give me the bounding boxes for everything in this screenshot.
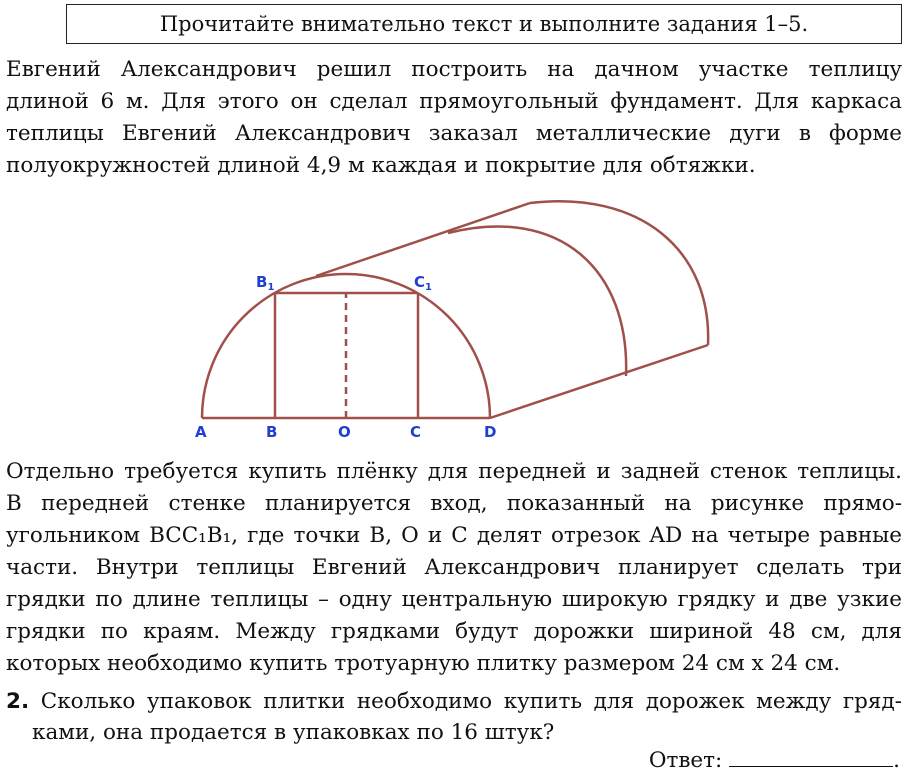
answer-end: . [893,748,900,773]
details-line: В передней стенке планируется вход, показанный на рисунке прямо- [6,491,902,516]
details-paragraph [6,456,902,680]
label-d: D [484,423,497,441]
label-b1-sub: 1 [267,282,275,293]
side-bottom-line [490,345,708,418]
details-line: грядки по длине теплицы – одну центральную широкую грядку и две узкие [6,587,902,612]
greenhouse-frame [202,201,708,418]
details-line: части. Внутри теплицы Евгений Александрович планирует сделать три [6,555,902,580]
question-text-1: Сколько упаковок плитки необходимо купить для дорожек между гряд- [40,689,902,714]
label-o: O [338,423,351,441]
label-b1-letter: B [256,273,268,291]
label-c1 [414,273,432,293]
details-line: которых необходимо купить тротуарную плитку размером 24 см x 24 см. [6,651,841,676]
question-number: 2. [6,689,30,714]
details-line: грядки по краям. Между грядками будут дорожки шириной 48 см, для [6,619,902,644]
label-c: C [410,423,422,441]
label-a: A [195,423,207,441]
answer-field[interactable] [729,746,893,767]
intro-line: полуокружностей длиной 4,9 м каждая и покрытие для обтяжки. [6,153,756,178]
label-b: B [266,423,278,441]
instruction-box [66,4,902,44]
intro-line: теплицы Евгений Александрович заказал металлические дуги в форме [6,121,902,146]
answer-label: Ответ: [648,748,723,773]
question-line-2: ками, она продается в упаковках по 16 штук? [32,720,555,745]
greenhouse-figure [0,190,908,450]
label-b1 [256,273,274,293]
intro-line: Евгений Александрович решил построить на дачном участке теплицу [6,57,902,82]
roof-ridge-line [316,203,530,276]
question-2 [6,686,902,748]
details-line: Отдельно требуется купить плёнку для передней и задней стенок теплицы. [6,459,902,484]
intro-paragraph [6,54,902,182]
label-c1-sub: 1 [425,282,432,293]
details-line: угольником BCC₁B₁, где точки B, O и C делят отрезок AD на четыре равные [6,523,902,548]
label-c1-letter: C [414,273,426,291]
instruction-text: Прочитайте внимательно текст и выполните задания 1–5. [159,12,809,36]
intro-line: длиной 6 м. Для этого он сделал прямоугольный фундамент. Для каркаса [6,89,902,114]
question-line-1 [6,686,902,717]
answer-row [649,746,900,773]
back-arch [530,201,708,345]
